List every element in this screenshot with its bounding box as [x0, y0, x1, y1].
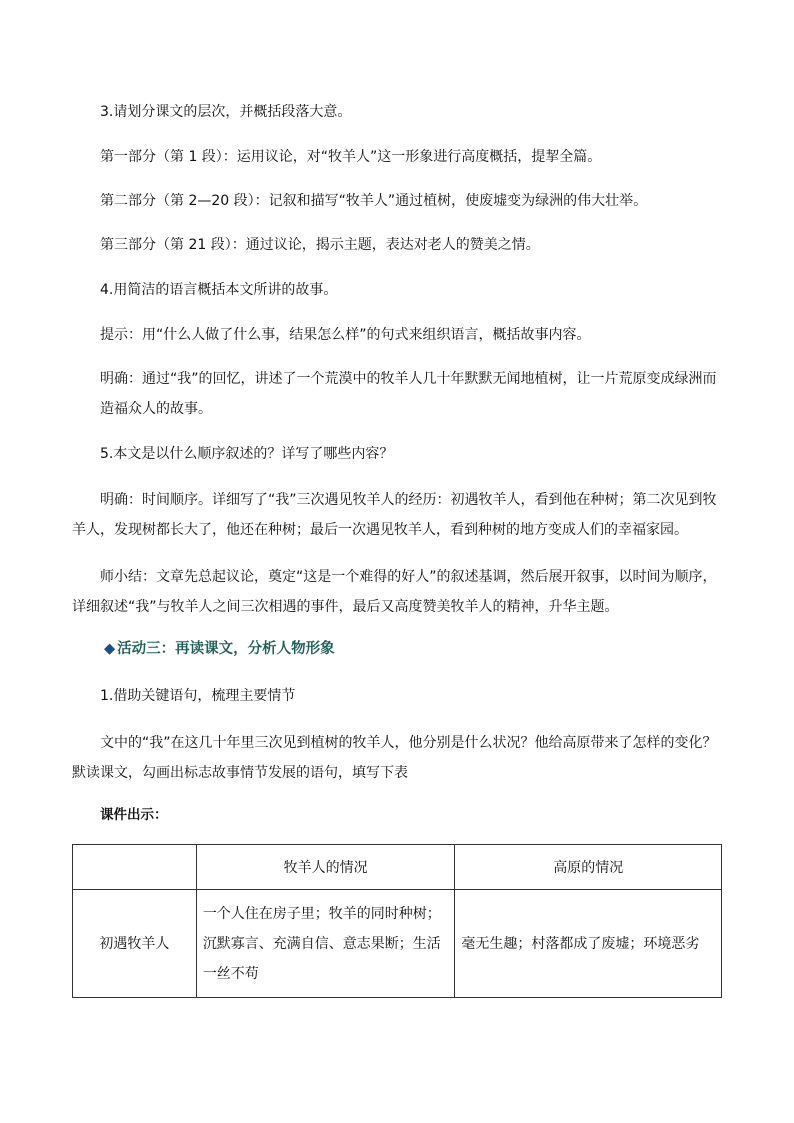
answer-4: 明确：通过“我”的回忆，讲述了一个荒漠中的牧羊人几十年默默无闻地植树，让一片荒原变成绿洲而造福众人的故事。: [100, 371, 717, 417]
question-3: 3.请划分课文的层次，并概括段落大意。: [100, 104, 352, 120]
table-cell-shepherd: 一个人住在房子里；牧羊的同时种树；沉默寡言、充满自信、意志果断；生活一丝不苟: [196, 890, 455, 998]
part-three-summary: 第三部分（第 21 段）：通过议论，揭示主题，表达对老人的赞美之情。: [100, 237, 540, 253]
activity-three-heading: [104, 637, 335, 661]
table-header-cell: [73, 845, 197, 890]
courseware-label: 课件出示：: [100, 807, 168, 823]
answer-5: 明确：时间顺序。详细写了“我”三次遇见牧羊人的经历：初遇牧羊人，看到他在种树；第二次见到牧羊人，发现树都长大了，他还在种树；最后一次遇见牧羊人，看到种树的地方变成人们的幸福家园。: [72, 492, 717, 538]
table-header-row: [73, 845, 722, 890]
part-one-summary: 第一部分（第 1 段）：运用议论，对“牧羊人”这一形象进行高度概括，提挈全篇。: [100, 149, 602, 165]
table-header-cell: 牧羊人的情况: [196, 845, 455, 890]
hint-text: 提示：用“什么人做了什么事，结果怎么样”的句式来组织语言，概括故事内容。: [100, 327, 591, 343]
plot-table: [72, 844, 722, 998]
teacher-summary: 师小结：文章先总起议论，奠定“这是一个难得的好人”的叙述基调，然后展开叙事，以时间为顺序，详细叙述“我”与牧羊人之间三次相遇的事件，最后又高度赞美牧羊人的精神，升华主题。: [72, 569, 717, 615]
diamond-icon: ◆: [104, 641, 116, 657]
task-1: 1.借助关键语句，梳理主要情节: [100, 688, 296, 704]
table-header-cell: 高原的情况: [455, 845, 722, 890]
question-5: 5.本文是以什么顺序叙述的？详写了哪些内容？: [100, 446, 394, 462]
part-two-summary: 第二部分（第 2—20 段）：记叙和描写“牧羊人”通过植树，使废墟变为绿洲的伟大壮举。: [100, 193, 648, 209]
table-row: [73, 890, 722, 998]
table-cell-stage: 初遇牧羊人: [73, 890, 197, 998]
table-cell-plateau: 毫无生趣；村落都成了废墟；环境恶劣: [455, 890, 722, 998]
task-1-instructions: 文中的“我”在这几十年里三次见到植树的牧羊人，他分别是什么状况？他给高原带来了怎样的变化？默读课文，勾画出标志故事情节发展的语句，填写下表: [72, 735, 717, 781]
activity-three-title: 活动三：再读课文，分析人物形象: [117, 641, 335, 657]
question-4: 4.用简洁的语言概括本文所讲的故事。: [100, 282, 338, 298]
